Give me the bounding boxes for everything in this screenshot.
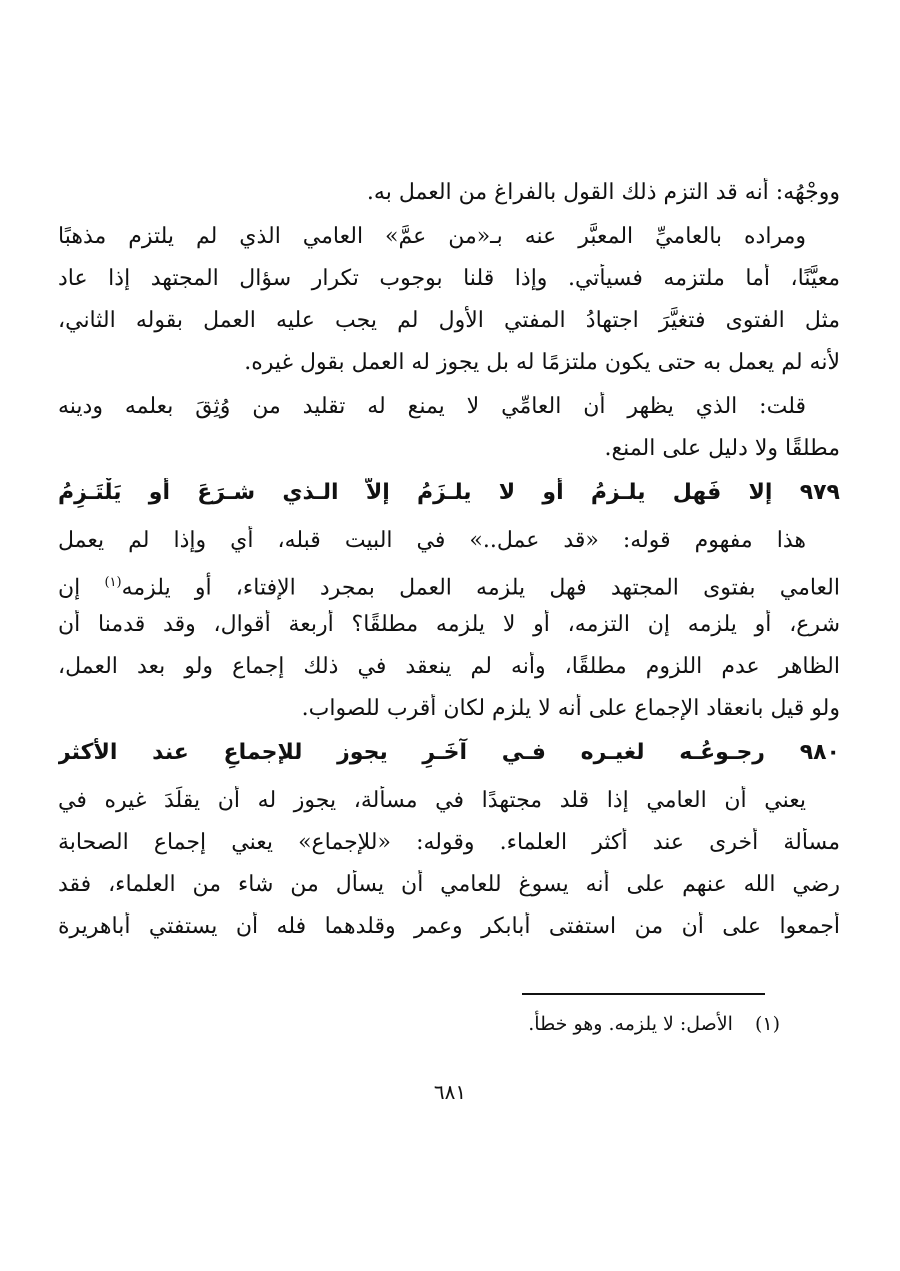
text-line: ووجْهُه: أنه قد التزم ذلك القول بالفراغ من العمل به. (366, 180, 840, 205)
page-number: ٦٨١ (433, 1080, 467, 1104)
text-segment: إن (58, 575, 81, 601)
footnote-text: الأصل: لا يلزمه. وهو خطأ. (528, 1013, 733, 1035)
footnote-reference: (١) (104, 575, 122, 590)
text-line: يعني أن العامي إذا قلد مجتهدًا في مسألة، يجوز له أن يقلِّدَ غيره في (58, 788, 806, 813)
verse-980: ٩٨٠ رجـوعُـه لغيـره فـي آخَـرِ يجوز للإجماعِ عند الأكثر (58, 740, 840, 765)
text-line: مسألة أخرى عند أكثر العلماء. وقوله: «للإجماع» يعني إجماع الصحابة (58, 830, 840, 855)
text-line: ولو قيل بانعقاد الإجماع على أنه لا يلزم لكان أقرب للصواب. (301, 696, 840, 721)
text-line: لأنه لم يعمل به حتى يكون ملتزمًا له بل يجوز له العمل بقول غيره. (244, 350, 840, 375)
footnote (528, 1010, 780, 1038)
text-line: أجمعوا على أن من استفتى أبابكر وعمر وقلدهما فله أن يستفتي أباهريرة (58, 914, 840, 939)
text-line: الظاهر عدم اللزوم مطلقًا، وأنه لم ينعقد في ذلك إجماع ولو بعد العمل، (58, 654, 840, 679)
footnote-separator (522, 993, 765, 995)
text-line: مطلقًا ولا دليل على المنع. (604, 436, 840, 461)
footnote-marker: (١) (754, 1013, 780, 1035)
text-segment: العامي بفتوى المجتهد فهل يلزمه العمل بمجرد الإفتاء، أو يلزمه (121, 575, 840, 601)
verse-979: ٩٧٩ إلا فَهل يلـزمُ أو لا يلـزَمُ إلاّ الـذي شـرَعَ أو يَلْتَـزِمُ (58, 480, 840, 505)
text-line: شرع، أو يلزمه إن التزمه، أو لا يلزمه مطلقًا؟ أربعة أقوال، وقد قدمنا أن (58, 612, 840, 637)
text-line: معيَّنًا، أما ملتزمه فسيأتي. وإذا قلنا بوجوب تكرار سؤال المجتهد إذا عاد (58, 266, 840, 291)
text-line (58, 568, 840, 604)
text-line: مثل الفتوى فتغيَّرَ اجتهادُ المفتي الأول لم يجب عليه العمل بقوله الثاني، (58, 308, 840, 333)
text-line: هذا مفهوم قوله: «قد عمل..» في البيت قبله، أي وإذا لم يعمل (58, 528, 806, 553)
text-line: قلت: الذي يظهر أن العامِّي لا يمنع له تقليد من وُثِقَ بعلمه ودينه (58, 394, 806, 419)
text-line: ومراده بالعاميِّ المعبَّر عنه بـ«من عمَّ» العامي الذي لم يلتزم مذهبًا (58, 224, 806, 249)
text-line: رضي الله عنهم على أنه يسوغ للعامي أن يسأل من شاء من العلماء، فقد (58, 872, 840, 897)
